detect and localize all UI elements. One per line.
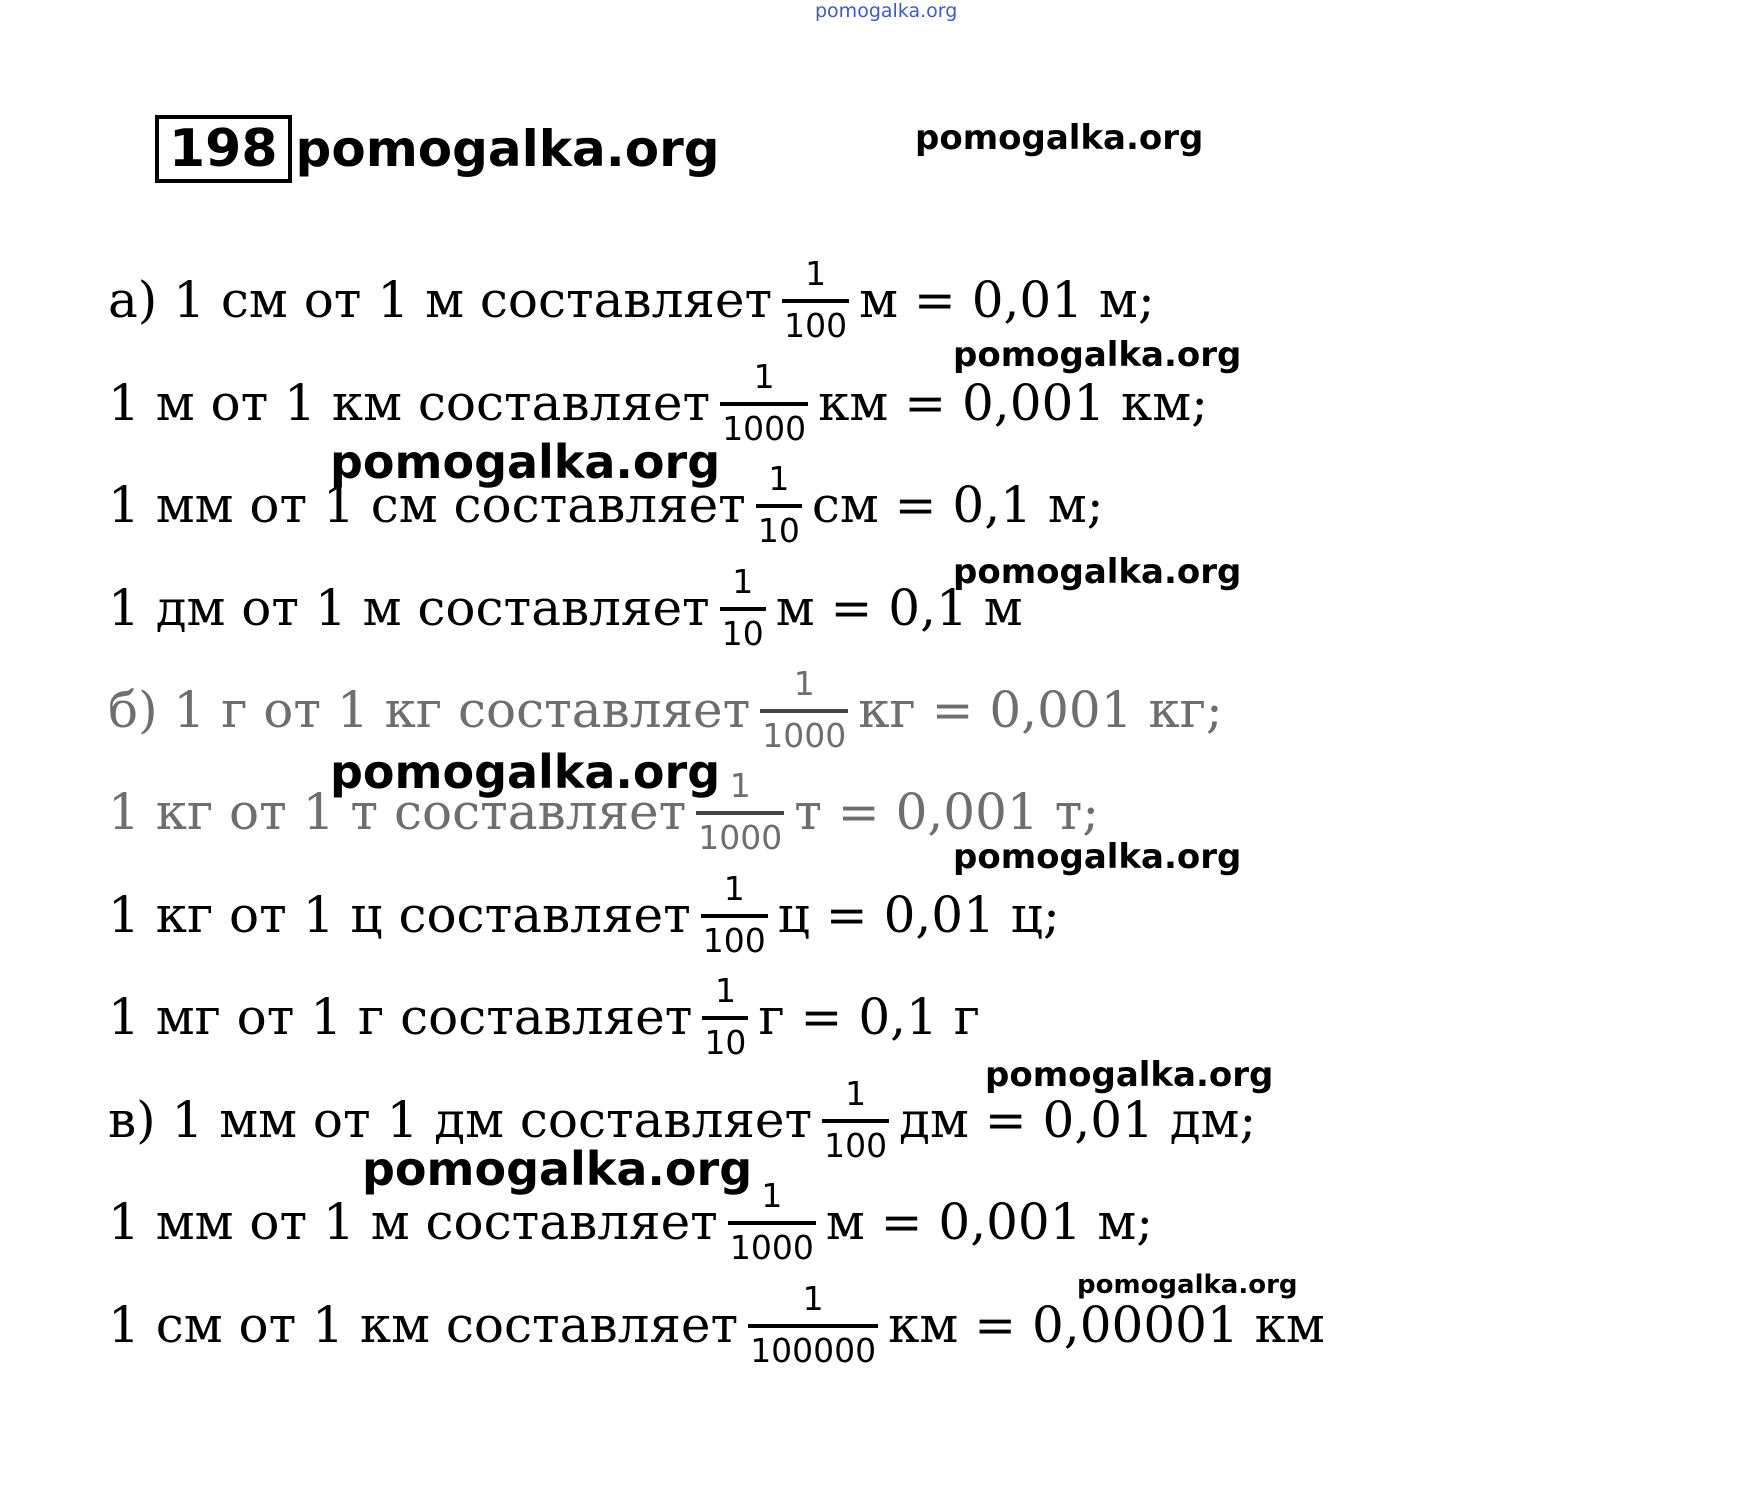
line-text-post: м = 0,001 м; xyxy=(825,1193,1154,1251)
line-text-post: кг = 0,001 кг; xyxy=(858,681,1223,739)
watermark: pomogalka.org xyxy=(362,1142,753,1196)
fraction-denominator: 10 xyxy=(721,614,764,653)
line-a-4 xyxy=(108,558,1023,658)
fraction-denominator: 1000 xyxy=(698,818,783,857)
watermark: pomogalka.org xyxy=(1077,1270,1298,1300)
line-text-post: м = 0,1 м xyxy=(775,579,1023,637)
line-text-pre: 1 мм от 1 м составляет xyxy=(108,1193,718,1251)
line-text-pre: 1 мг от 1 г составляет xyxy=(108,988,693,1046)
fraction-bar xyxy=(748,1324,878,1328)
line-text-pre: 1 кг от 1 т составляет xyxy=(108,783,687,841)
line-text-post: км = 0,00001 км xyxy=(888,1296,1325,1354)
fraction xyxy=(702,972,748,1062)
watermark: pomogalka.org xyxy=(953,552,1242,592)
fraction-numerator: 1 xyxy=(729,766,751,805)
line-text-pre: 1 мм от 1 см составляет xyxy=(108,476,746,534)
header-site-watermark: pomogalka.org xyxy=(295,120,720,178)
fraction-bar xyxy=(756,504,802,508)
fraction-numerator: 1 xyxy=(802,1279,824,1318)
line-text-post: см = 0,1 м; xyxy=(811,476,1104,534)
watermark: pomogalka.org xyxy=(985,1055,1274,1095)
line-text-pre: б) 1 г от 1 кг составляет xyxy=(108,681,751,739)
problem-header xyxy=(155,115,720,183)
watermark: pomogalka.org xyxy=(330,745,721,799)
fraction-numerator: 1 xyxy=(805,254,827,293)
fraction-bar xyxy=(696,811,784,815)
line-text-post: дм = 0,01 дм; xyxy=(899,1091,1257,1149)
fraction xyxy=(720,358,808,448)
fraction-numerator: 1 xyxy=(845,1074,867,1113)
fraction-denominator: 100 xyxy=(702,921,766,960)
line-text-pre: 1 см от 1 км составляет xyxy=(108,1296,739,1354)
line-text-pre: в) 1 мм от 1 дм составляет xyxy=(108,1091,813,1149)
fraction-bar xyxy=(782,299,849,303)
fraction xyxy=(782,255,849,345)
line-text-post: м = 0,01 м; xyxy=(859,271,1155,329)
line-text-pre: 1 м от 1 км составляет xyxy=(108,374,711,432)
fraction-numerator: 1 xyxy=(714,971,736,1010)
line-text-pre: 1 дм от 1 м составляет xyxy=(108,579,710,637)
header-right-watermark: pomogalka.org xyxy=(915,118,1204,158)
fraction-numerator: 1 xyxy=(723,869,745,908)
fraction xyxy=(756,460,802,550)
fraction xyxy=(748,1280,878,1370)
problem-number-box: 198 xyxy=(155,115,292,183)
fraction-denominator: 100 xyxy=(824,1126,888,1165)
fraction-numerator: 1 xyxy=(732,562,754,601)
fraction-bar xyxy=(728,1221,816,1225)
fraction xyxy=(822,1075,889,1165)
line-text-pre: 1 кг от 1 ц составляет xyxy=(108,886,691,944)
line-text-post: т = 0,001 т; xyxy=(794,783,1100,841)
fraction-bar xyxy=(720,402,808,406)
fraction-denominator: 1000 xyxy=(729,1228,814,1267)
watermark: pomogalka.org xyxy=(953,335,1242,375)
fraction-bar xyxy=(702,1016,748,1020)
line-b-3 xyxy=(108,865,1060,965)
fraction-bar xyxy=(760,709,848,713)
fraction-denominator: 10 xyxy=(704,1023,747,1062)
line-text-pre: а) 1 см от 1 м составляет xyxy=(108,271,773,329)
fraction-denominator: 100 xyxy=(784,306,848,345)
line-text-post: ц = 0,01 ц; xyxy=(777,886,1060,944)
fraction-bar xyxy=(720,607,766,611)
fraction-denominator: 1000 xyxy=(762,716,847,755)
fraction-bar xyxy=(822,1119,889,1123)
line-text-post: г = 0,1 г xyxy=(758,988,980,1046)
fraction-denominator: 100000 xyxy=(750,1331,877,1370)
fraction-bar xyxy=(701,914,768,918)
line-b-4 xyxy=(108,967,980,1067)
line-text-post: км = 0,001 км; xyxy=(818,374,1209,432)
fraction-numerator: 1 xyxy=(761,1176,783,1215)
fraction-numerator: 1 xyxy=(768,459,790,498)
fraction xyxy=(760,665,848,755)
fraction xyxy=(720,563,766,653)
watermark: pomogalka.org xyxy=(953,837,1242,877)
fraction xyxy=(701,870,768,960)
fraction-denominator: 10 xyxy=(757,511,800,550)
watermark: pomogalka.org xyxy=(330,435,721,489)
fraction-numerator: 1 xyxy=(753,357,775,396)
top-watermark: pomogalka.org xyxy=(815,0,958,22)
fraction-denominator: 1000 xyxy=(722,409,807,448)
fraction-numerator: 1 xyxy=(793,664,815,703)
